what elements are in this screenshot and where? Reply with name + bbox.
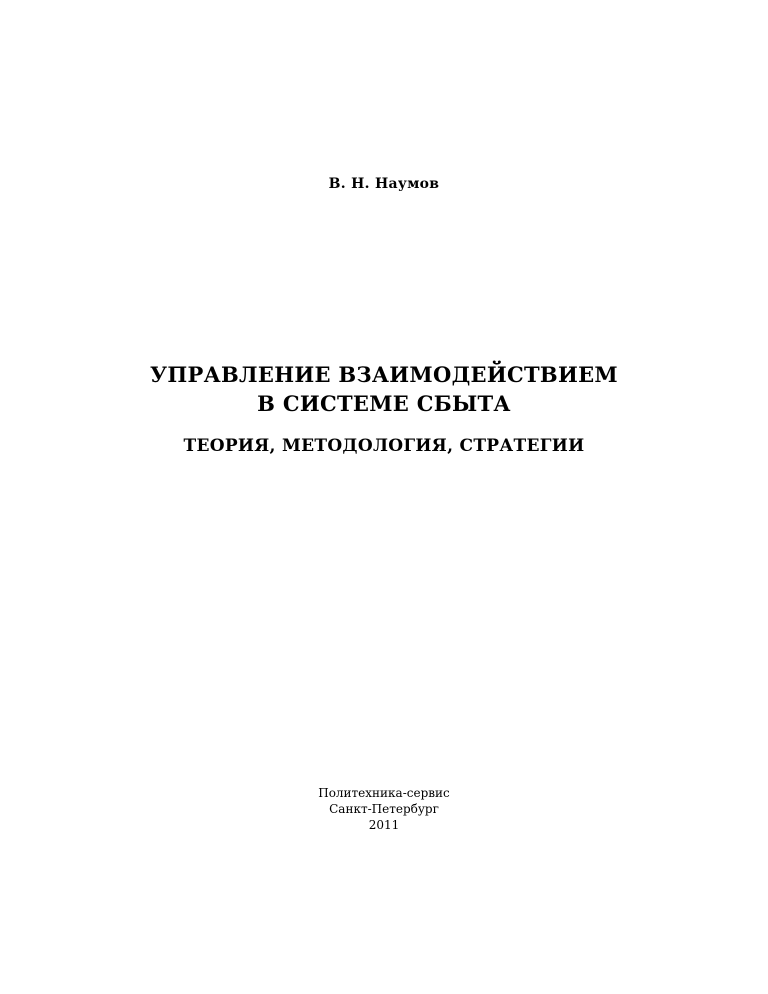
imprint [0,785,768,833]
book-subtitle: ТЕОРИЯ, МЕТОДОЛОГИЯ, СТРАТЕГИИ [183,436,585,456]
book-title-line-1: УПРАВЛЕНИЕ ВЗАИМОДЕЙСТВИЕМ [150,362,618,387]
book-title [0,360,768,418]
publication-year: 2011 [368,818,400,832]
author-name: В. Н. Наумов [328,176,440,192]
publisher-name: Политехника-сервис [318,786,450,800]
book-title-line-2: В СИСТЕМЕ СБЫТА [257,391,511,416]
publication-city: Санкт-Петербург [329,802,439,816]
